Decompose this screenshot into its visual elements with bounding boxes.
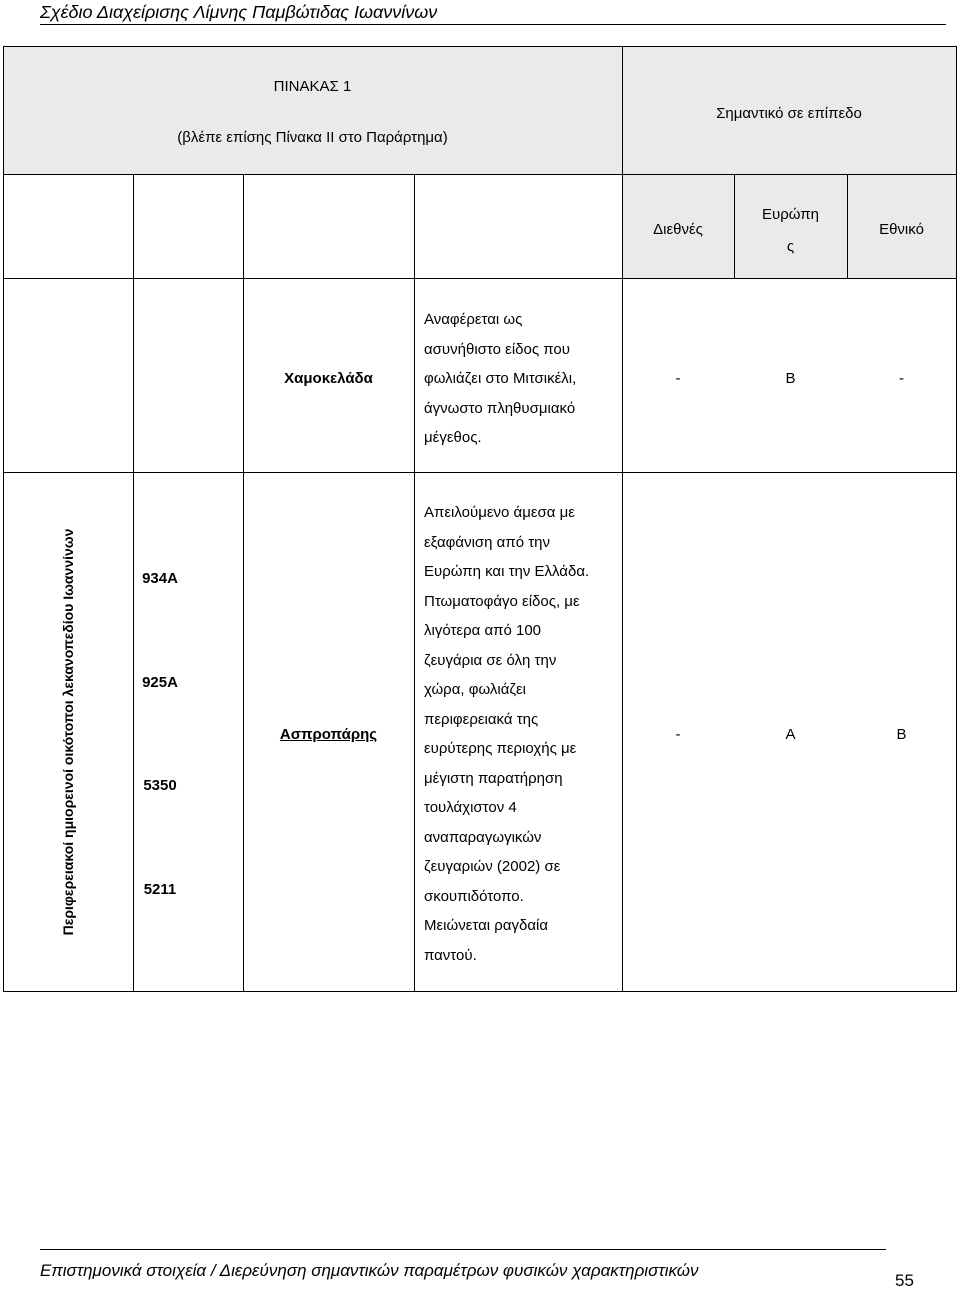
table-rule — [622, 46, 623, 992]
col-europe-label-2: ς — [786, 238, 795, 255]
europe-status: A — [785, 726, 796, 743]
habitat-code: 5211 — [143, 881, 177, 898]
description-line: μέγεθος. — [424, 429, 482, 446]
europe-status: B — [785, 370, 796, 387]
habitat-code: 5350 — [143, 777, 177, 794]
species-name: Χαμοκελάδα — [284, 370, 373, 387]
footer-title: Επιστημονικά στοιχεία / Διερεύνηση σημαντικών παραμέτρων φυσικών χαρακτηριστικών — [40, 1261, 699, 1280]
col-international-label: Διεθνές — [653, 221, 703, 238]
header-rule — [40, 24, 946, 25]
table-border-right — [956, 46, 957, 992]
table-caption-title: ΠΙΝΑΚΑΣ 1 — [273, 78, 352, 95]
description-line: Πτωματοφάγο είδος, με — [424, 592, 580, 610]
table-caption-note: (βλέπε επίσης Πίνακα ΙΙ στο Παράρτημα) — [177, 129, 448, 146]
document-header-title: Σχέδιο Διαχείρισης Λίμνης Παμβώτιδας Ιωαννίνων — [40, 2, 438, 22]
description-line: αναπαραγωγικών — [424, 828, 542, 846]
species-name: Ασπροπάρης — [279, 726, 378, 743]
level-header-label: Σημαντικό σε επίπεδο — [716, 105, 862, 122]
description-line: λιγότερα από 100 — [424, 622, 542, 639]
col-national-label: Εθνικό — [879, 221, 924, 238]
table-rule — [3, 174, 957, 175]
description-line: χώρα, φωλιάζει — [424, 681, 527, 698]
description-line: ασυνήθιστο είδος που — [424, 340, 570, 358]
description-line: ζευγαριών (2002) σε — [424, 858, 561, 875]
table-rule — [3, 278, 957, 279]
description-line: μέγιστη παρατήρηση — [424, 769, 563, 787]
description-line: Ευρώπη και την Ελλάδα. — [424, 563, 590, 580]
description-line: ζευγάρια σε όλη την — [424, 651, 557, 669]
description-line: Απειλούμενο άμεσα με — [424, 504, 575, 521]
col-europe-label-1: Ευρώπη — [762, 206, 819, 223]
species-description — [424, 305, 620, 453]
description-line: περιφερειακά της — [424, 710, 539, 728]
footer-rule — [40, 1249, 886, 1250]
habitat-group-text: Περιφερειακοί ημιορεινοί οικότοποι λεκανοπεδίου Ιωαννίνων — [60, 528, 76, 936]
habitat-code: 925A — [142, 674, 178, 691]
description-line: άγνωστο πληθυσμιακό — [424, 399, 576, 417]
table-rule — [3, 472, 957, 473]
caption-cell — [3, 46, 622, 174]
description-line: εξαφάνιση από την — [424, 533, 550, 551]
description-line: Αναφέρεται ως — [424, 311, 523, 328]
description-line: παντού. — [424, 946, 477, 964]
international-status: - — [675, 726, 681, 743]
national-status: B — [896, 726, 907, 743]
page-number: 55 — [895, 1271, 914, 1290]
species-description — [424, 498, 620, 970]
description-line: Μειώνεται ραγδαία — [424, 917, 549, 934]
habitat-code: 934A — [142, 570, 178, 587]
description-line: φωλιάζει στο Μιτσικέλι, — [424, 370, 577, 387]
table-border-left — [3, 46, 4, 992]
description-line: σκουπιδότοπο. — [424, 887, 524, 905]
table-border-bottom — [3, 991, 957, 992]
description-line: ευρύτερης περιοχής με — [424, 740, 577, 757]
table-rule — [243, 174, 244, 992]
table-border-top — [3, 46, 957, 47]
description-line: τουλάχιστον 4 — [424, 799, 517, 816]
international-status: - — [675, 370, 681, 387]
table-rule — [414, 174, 415, 992]
national-status: - — [899, 370, 904, 387]
